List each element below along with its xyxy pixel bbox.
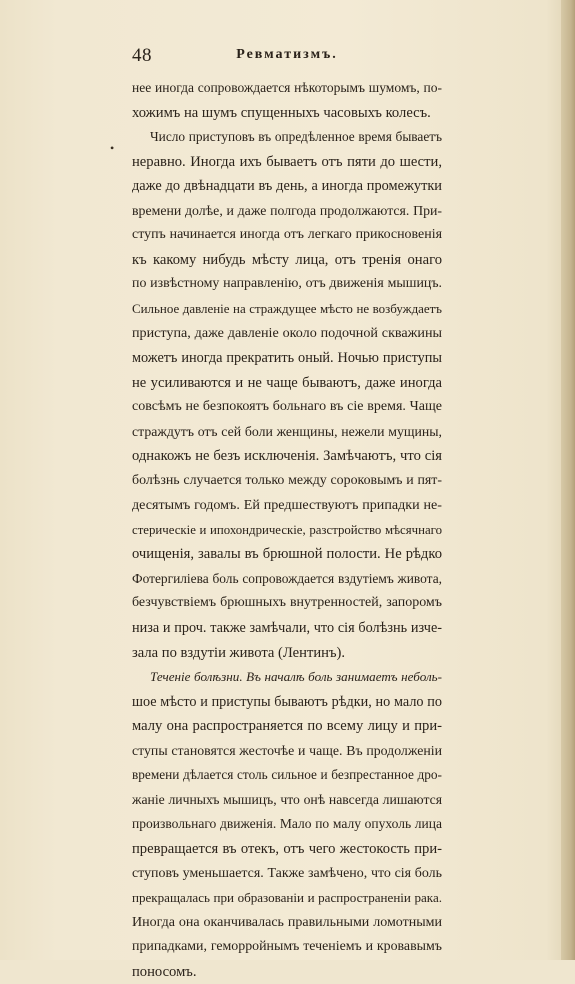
page-edge bbox=[561, 0, 575, 960]
text-line: ступы становятся жесточѣе и чаще. Въ продолженіи bbox=[132, 742, 442, 758]
text-line: хожимъ на шумъ спущенныхъ часовыхъ колесъ. bbox=[132, 104, 431, 121]
text-line: болѣзнь случается только между сороковымъ и пят- bbox=[132, 472, 442, 488]
text-line: Фотергиліева боль сопровождается вздутіемъ живота, bbox=[132, 570, 442, 586]
text-line: очищенія, завалы въ брюшной полости. Не рѣдко bbox=[132, 546, 442, 563]
running-head: Ревматизмъ. bbox=[236, 47, 338, 62]
text-line: Сильное давленіе на страждущее мѣсто не возбуждаетъ bbox=[132, 300, 442, 316]
section-heading-line bbox=[132, 665, 442, 690]
page-header bbox=[132, 45, 442, 73]
text-line: можетъ иногда прекратить оный. Ночью приступы bbox=[132, 350, 442, 367]
text-line: безчувствіемъ брюшныхъ внутренностей, запоромъ bbox=[132, 595, 442, 611]
text-line: низа и проч. также замѣчали, что сія болѣзнь изче- bbox=[132, 620, 442, 637]
text-line: десятымъ годомъ. Ей предшествуютъ припадки не- bbox=[132, 497, 442, 514]
text-line: къ какому нибудь мѣсту лица, отъ тренія онаго bbox=[132, 251, 442, 268]
text-line: нее иногда сопровождается нѣкоторымъ шумомъ, по- bbox=[132, 80, 442, 95]
text-line: однакожъ не безъ исключенія. Замѣчаютъ, что сія bbox=[132, 448, 442, 465]
text-line: не усиливаются и не чаще бываютъ, даже иногда bbox=[132, 374, 442, 391]
italic-heading-line: Теченіе болѣзни. Въ началѣ боль занимаетъ неболь- bbox=[150, 669, 442, 685]
text-line: припадками, геморройнымъ теченіемъ и кровавымъ bbox=[132, 939, 442, 955]
text-line: времени долѣе, и даже полгода продолжаются. При- bbox=[132, 202, 442, 218]
text-line: времени дѣлается столь сильное и безпрестанное дро- bbox=[132, 767, 442, 783]
margin-mark: • bbox=[110, 141, 115, 155]
text-line: поносомъ. bbox=[132, 963, 197, 980]
page-number: 48 bbox=[132, 45, 152, 66]
text-line: Число приступовъ въ опредѣленное время бываетъ bbox=[150, 129, 442, 145]
text-line: шое мѣсто и приступы бываютъ рѣдки, но мало по bbox=[132, 693, 442, 710]
text-line: ступъ начинается иногда отъ легкаго прикосновенія bbox=[132, 227, 442, 243]
text-line: прекращалась при образованіи и распространеніи рака. bbox=[132, 890, 442, 906]
text-line: неравно. Иногда ихъ бываетъ отъ пяти до шести, bbox=[132, 153, 442, 170]
text-line: произвольнаго движенія. Мало по малу опухоль лица bbox=[132, 816, 442, 832]
text-line: стерическіе и ипохондрическіе, разстройство мѣсячнаго bbox=[132, 522, 442, 537]
text-line: страждутъ отъ сей боли женщины, нежели мущины, bbox=[132, 423, 442, 439]
text-line: ступовъ уменьшается. Также замѣчено, что сія боль bbox=[132, 865, 442, 881]
text-line: превращается въ отекъ, отъ чего жестокость при- bbox=[132, 840, 442, 857]
text-line: по извѣстному направленію, отъ движенія мышицъ. bbox=[132, 276, 442, 292]
text-line: совсѣмъ не безпокоятъ больнаго въ сіе время. Чаще bbox=[132, 399, 442, 415]
text-line: малу она распространяется по всему лицу и при- bbox=[132, 718, 442, 735]
text-line: Иногда она оканчивалась правильными ломотными bbox=[132, 914, 442, 930]
text-line: даже до двѣнадцати въ день, а иногда промежутки bbox=[132, 178, 442, 195]
text-line: приступа, даже давленіе около подочной скважины bbox=[132, 325, 442, 342]
text-line: зала по вздутіи живота (Лентинъ). bbox=[132, 644, 346, 661]
body-text bbox=[132, 76, 442, 984]
text-line: жаніе личныхъ мышицъ, что онѣ навсегда лишаются bbox=[132, 791, 442, 807]
